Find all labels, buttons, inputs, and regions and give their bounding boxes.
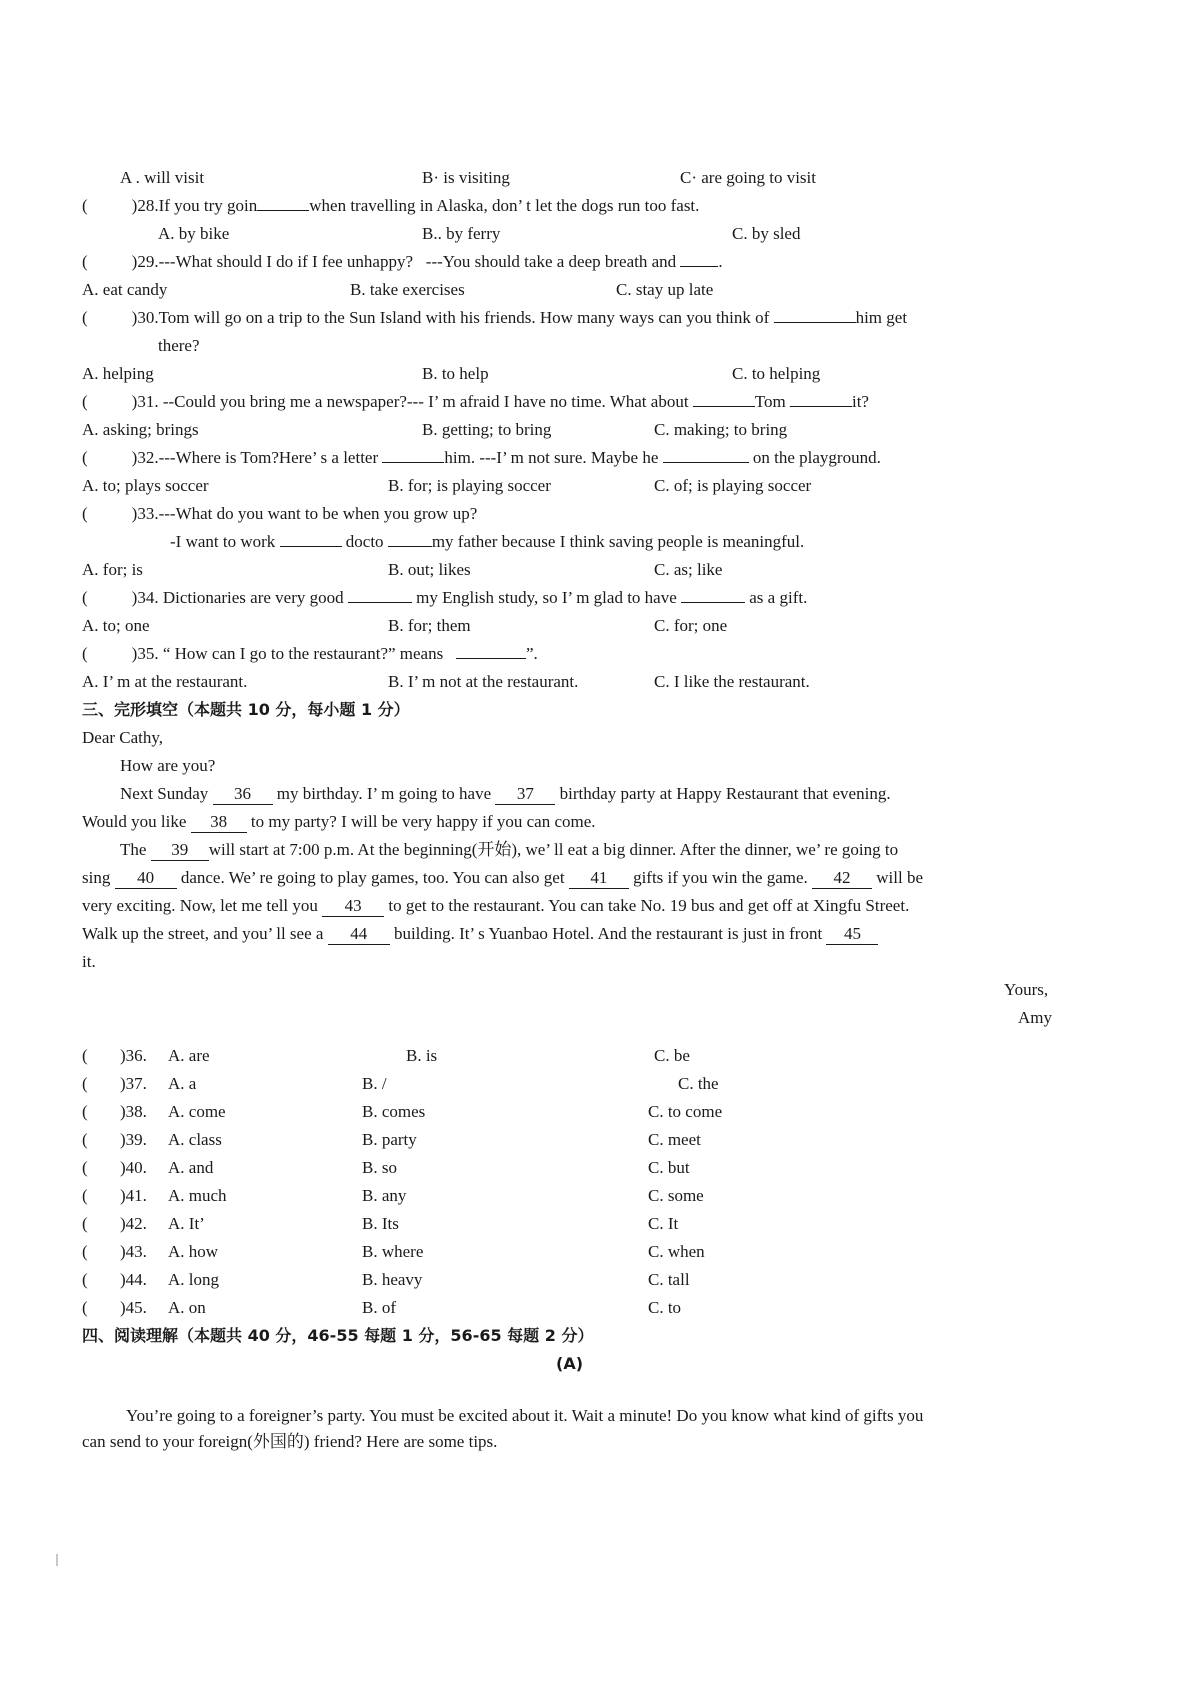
q32-option-c: C. of; is playing soccer [654,476,812,495]
q28-question [82,195,699,217]
option-b: B. is [406,1046,438,1065]
cloze-option-row-36 [82,1045,690,1067]
q34-option-c: C. for; one [654,616,728,635]
reading-line-1: You’re going to a foreigner’s party. You must be excited about it. Wait a minute! Do you know what kind of gifts you [126,1406,924,1425]
question-number: )44. [120,1270,147,1289]
option-c: C. some [648,1186,704,1205]
section-4-heading: 四、阅读理解（本题共 40 分，46-55 每题 1 分，56-65 每题 2 分） [82,1326,594,1345]
q33-option-b: B. out; likes [388,560,471,579]
q28-text-2: when travelling in Alaska, don’ t let the dogs run too fast. [309,196,700,215]
question-number: )41. [120,1186,147,1205]
q31-option-a: A. asking; brings [82,420,199,439]
q27-option-a: A . will visit [120,168,205,187]
answer-paren: ( [82,1046,88,1065]
q32-text: )32.---Where is Tom?Here’ s a letter [131,448,379,467]
option-a: A. are [168,1046,210,1065]
question-number: )39. [120,1130,147,1149]
q34-end: as a gift. [749,588,808,607]
blank-44: 44 [328,924,390,945]
question-number: )38. [120,1102,147,1121]
option-a: A. and [168,1158,214,1177]
q30-blank [774,322,856,323]
letter-closing: Yours, [1004,980,1049,999]
q32-text-2: him. ---I’ m not sure. Maybe he [444,448,659,467]
letter-text: Next Sunday [120,784,209,803]
answer-paren: ( [82,644,88,663]
letter-line-4 [82,867,923,889]
option-a: A. come [168,1102,226,1121]
q30-continuation: there? [158,336,200,355]
answer-paren: ( [82,504,88,523]
q29-option-a: A. eat candy [82,280,168,299]
option-c: C. but [648,1158,690,1177]
option-b: B. so [362,1158,397,1177]
answer-paren: ( [82,252,88,271]
letter-text: Would you like [82,812,187,831]
answer-paren: ( [82,1102,88,1121]
answer-paren: ( [82,392,88,411]
letter-text: will be [876,868,924,887]
letter-line-3 [120,839,898,861]
letter-text: dance. We’ re going to play games, too. You can also get [180,868,565,887]
q32-blank-2 [663,462,749,463]
cloze-option-row-42 [82,1213,679,1235]
option-c: C. the [678,1074,719,1093]
q29-end: . [718,252,723,271]
blank-36: 36 [213,784,273,805]
q32-option-b: B. for; is playing soccer [388,476,551,495]
letter-text: to get to the restaurant. You can take No. 19 bus and get off at Xingfu Street. [388,896,910,915]
answer-paren: ( [82,1298,88,1317]
option-b: B. heavy [362,1270,423,1289]
q34-option-b: B. for; them [388,616,471,635]
option-c: C. It [648,1214,679,1233]
q30-text: )30.Tom will go on a trip to the Sun Island with his friends. How many ways can you think of [131,308,770,327]
option-b: B. party [362,1130,417,1149]
q28-option-b: B.. by ferry [422,224,501,243]
option-c: C. be [654,1046,690,1065]
letter-text: building. It’ s Yuanbao Hotel. And the restaurant is just in front [393,924,823,943]
letter-text: Walk up the street, and you’ ll see a [82,924,324,943]
letter-text: The [120,840,147,859]
q33-text-3: docto [345,532,384,551]
letter-line-2 [82,811,596,833]
answer-paren: ( [82,1074,88,1093]
blank-42: 42 [812,868,872,889]
q35-option-b: B. I’ m not at the restaurant. [388,672,579,691]
q33-text-4: my father because I think saving people is meaningful. [431,532,805,551]
q29-question [82,251,723,273]
q31-blank-2 [790,406,852,407]
option-c: C. to [648,1298,682,1317]
letter-text: very exciting. Now, let me tell you [82,896,318,915]
scan-mark [56,1554,58,1566]
letter-line-6 [82,923,878,945]
q33-question [82,503,477,525]
q35-question [82,643,538,665]
option-a: A. class [168,1130,222,1149]
cloze-option-row-45 [82,1297,682,1319]
option-b: B. Its [362,1214,399,1233]
answer-paren: ( [82,1186,88,1205]
q31-question [82,391,869,413]
q35-text: )35. “ How can I go to the restaurant?” means [131,644,444,663]
q32-option-a: A. to; plays soccer [82,476,209,495]
q31-text-2: Tom [754,392,786,411]
question-number: )36. [120,1046,147,1065]
q35-blank [456,658,526,659]
q34-blank-1 [348,602,412,603]
q30-end: him get [855,308,908,327]
letter-line-5 [82,895,909,917]
q28-blank [257,210,309,211]
q31-option-b: B. getting; to bring [422,420,552,439]
answer-paren: ( [82,1158,88,1177]
option-a: A. It’ [168,1214,205,1233]
cloze-option-row-44 [82,1269,690,1291]
reading-line-2: can send to your foreign(外国的) friend? Here are some tips. [82,1432,498,1451]
q34-text: )34. Dictionaries are very good [131,588,344,607]
q33-option-c: C. as; like [654,560,723,579]
q34-question [82,587,807,609]
passage-a-label: (A) [556,1354,584,1373]
cloze-option-row-38 [82,1101,723,1123]
q29-text: )29.---What should I do if I fee unhappy? [131,252,414,271]
q31-end: it? [851,392,869,411]
answer-paren: ( [82,308,88,327]
answer-paren: ( [82,1214,88,1233]
answer-paren: ( [82,1130,88,1149]
q34-blank-2 [681,602,745,603]
letter-text: gifts if you win the game. [633,868,808,887]
option-a: A. long [168,1270,219,1289]
option-c: C. to come [648,1102,723,1121]
q31-text: )31. --Could you bring me a newspaper?--- I’ m afraid I have no time. What about [131,392,689,411]
cloze-option-row-41 [82,1185,704,1207]
letter-signature: Amy [1018,1008,1052,1027]
blank-39: 39 [151,840,209,861]
cloze-option-row-37 [82,1073,719,1095]
q35-option-c: C. I like the restaurant. [654,672,810,691]
option-b: B. comes [362,1102,426,1121]
cloze-option-row-39 [82,1129,701,1151]
letter-greeting: Dear Cathy, [82,728,164,747]
q31-option-c: C. making; to bring [654,420,788,439]
q28-option-c: C. by sled [732,224,801,243]
q32-blank-1 [382,462,444,463]
letter-line-1 [120,783,891,805]
q28-text: )28.If you try goin [131,196,258,215]
option-b: B. where [362,1242,424,1261]
blank-45: 45 [826,924,878,945]
question-number: )45. [120,1298,147,1317]
letter-text: birthday party at Happy Restaurant that evening. [559,784,891,803]
blank-37: 37 [495,784,555,805]
q33-answer-line [170,531,804,553]
cloze-option-row-40 [82,1157,690,1179]
letter-line-7: it. [82,952,96,971]
blank-40: 40 [115,868,177,889]
q33-blank-2 [388,546,432,547]
q30-option-a: A. helping [82,364,154,383]
q29-option-b: B. take exercises [350,280,465,299]
q30-option-b: B. to help [422,364,489,383]
q32-end: on the playground. [752,448,881,467]
q27-option-b: B· is visiting [422,168,510,187]
letter-text: to my party? I will be very happy if you can come. [250,812,596,831]
q35-option-a: A. I’ m at the restaurant. [82,672,248,691]
answer-paren: ( [82,1270,88,1289]
blank-41: 41 [569,868,629,889]
q29-blank [680,266,718,267]
q31-blank-1 [693,406,755,407]
option-a: A. a [168,1074,197,1093]
option-a: A. much [168,1186,227,1205]
q35-end: ”. [525,644,538,663]
option-a: A. on [168,1298,206,1317]
q30-question [82,307,907,329]
question-number: )43. [120,1242,147,1261]
answer-paren: ( [82,1242,88,1261]
q33-blank-1 [280,546,342,547]
option-b: B. of [362,1298,396,1317]
option-c: C. when [648,1242,705,1261]
q30-option-c: C. to helping [732,364,821,383]
option-b: B. any [362,1186,407,1205]
q29-text-2: ---You should take a deep breath and [425,252,677,271]
answer-paren: ( [82,588,88,607]
section-3-heading: 三、完形填空（本题共 10 分，每小题 1 分） [82,700,410,719]
q34-option-a: A. to; one [82,616,150,635]
letter-text: will start at 7:00 p.m. At the beginning(开始), we’ ll eat a big dinner. After the dinner, we’ re going to [208,840,899,859]
answer-paren: ( [82,448,88,467]
question-number: )42. [120,1214,147,1233]
q28-option-a: A. by bike [158,224,230,243]
q34-text-2: my English study, so I’ m glad to have [416,588,677,607]
option-a: A. how [168,1242,219,1261]
blank-43: 43 [322,896,384,917]
q27-option-c: C· are going to visit [680,168,816,187]
letter-opening: How are you? [120,756,216,775]
letter-text: sing [82,868,111,887]
q33-text: )33.---What do you want to be when you grow up? [131,504,478,523]
option-b: B. / [362,1074,387,1093]
option-c: C. meet [648,1130,701,1149]
blank-38: 38 [191,812,247,833]
q29-option-c: C. stay up late [616,280,714,299]
cloze-option-row-43 [82,1241,705,1263]
letter-text: my birthday. I’ m going to have [276,784,492,803]
option-c: C. tall [648,1270,690,1289]
q32-question [82,447,881,469]
q33-option-a: A. for; is [82,560,143,579]
answer-paren: ( [82,196,88,215]
q33-text-2: -I want to work [170,532,276,551]
question-number: )40. [120,1158,147,1177]
question-number: )37. [120,1074,147,1093]
